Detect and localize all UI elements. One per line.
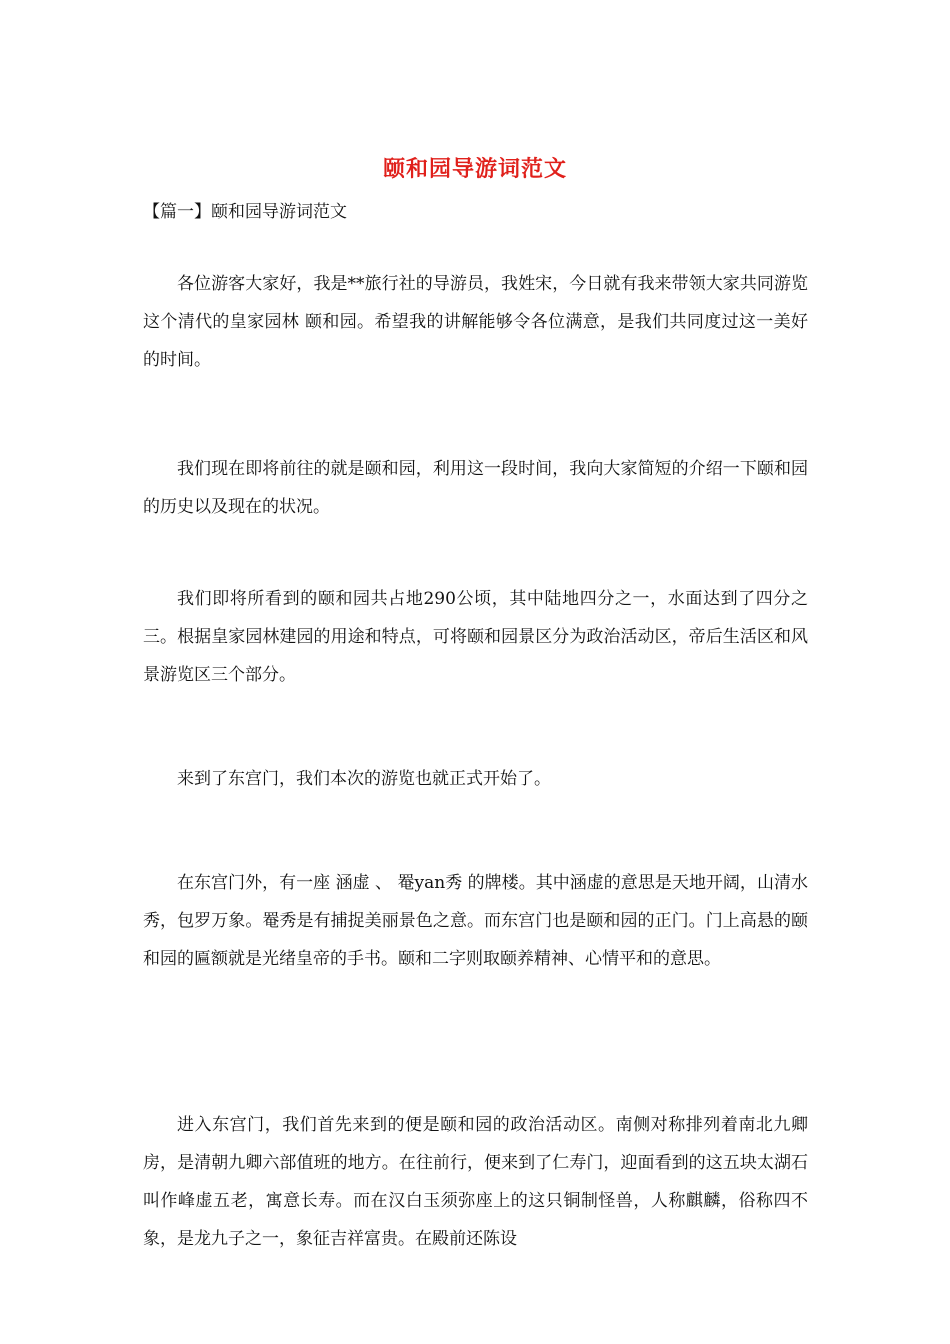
paragraph-overview: 我们即将所看到的颐和园共占地290公顷，其中陆地四分之一，水面达到了四分之三。根据皇家园林建园的用途和特点，可将颐和园景区分为政治活动区，帝后生活区和风景游览区三个部分。 [143, 589, 808, 685]
paragraph-greeting: 各位游客大家好，我是**旅行社的导游员，我姓宋，今日就有我来带领大家共同游览这个清代的皇家园林 颐和园。希望我的讲解能够令各位满意，是我们共同度过这一美好的时间。 [143, 274, 808, 370]
paragraph-introduction: 我们现在即将前往的就是颐和园，利用这一段时间，我向大家简短的介绍一下颐和园的历史以及现在的状况。 [143, 459, 808, 517]
paragraph-east-gate: 在东宫门外，有一座 涵虚 、 罨yan秀 的牌楼。其中涵虚的意思是天地开阔，山清水秀，包罗万象。罨秀是有捕捉美丽景色之意。而东宫门也是颐和园的正门。门上高悬的颐和园的匾额就是光绪皇帝的手书。颐和二字则取颐养精神、心情平和的意思。 [143, 873, 808, 969]
paragraph-political-area: 进入东宫门，我们首先来到的便是颐和园的政治活动区。南侧对称排列着南北九卿房，是清朝九卿六部值班的地方。在往前行，便来到了仁寿门，迎面看到的这五块太湖石叫作峰虚五老，寓意长寿。而在汉白玉须弥座上的这只铜制怪兽，人称麒麟，俗称四不象，是龙九子之一，象征吉祥富贵。在殿前还陈设 [143, 1115, 808, 1249]
document-title: 颐和园导游词范文 [382, 156, 567, 182]
section-heading: 【篇一】颐和园导游词范文 [143, 202, 347, 222]
paragraph-east-gate-arrival: 来到了东宫门，我们本次的游览也就正式开始了。 [177, 769, 551, 789]
